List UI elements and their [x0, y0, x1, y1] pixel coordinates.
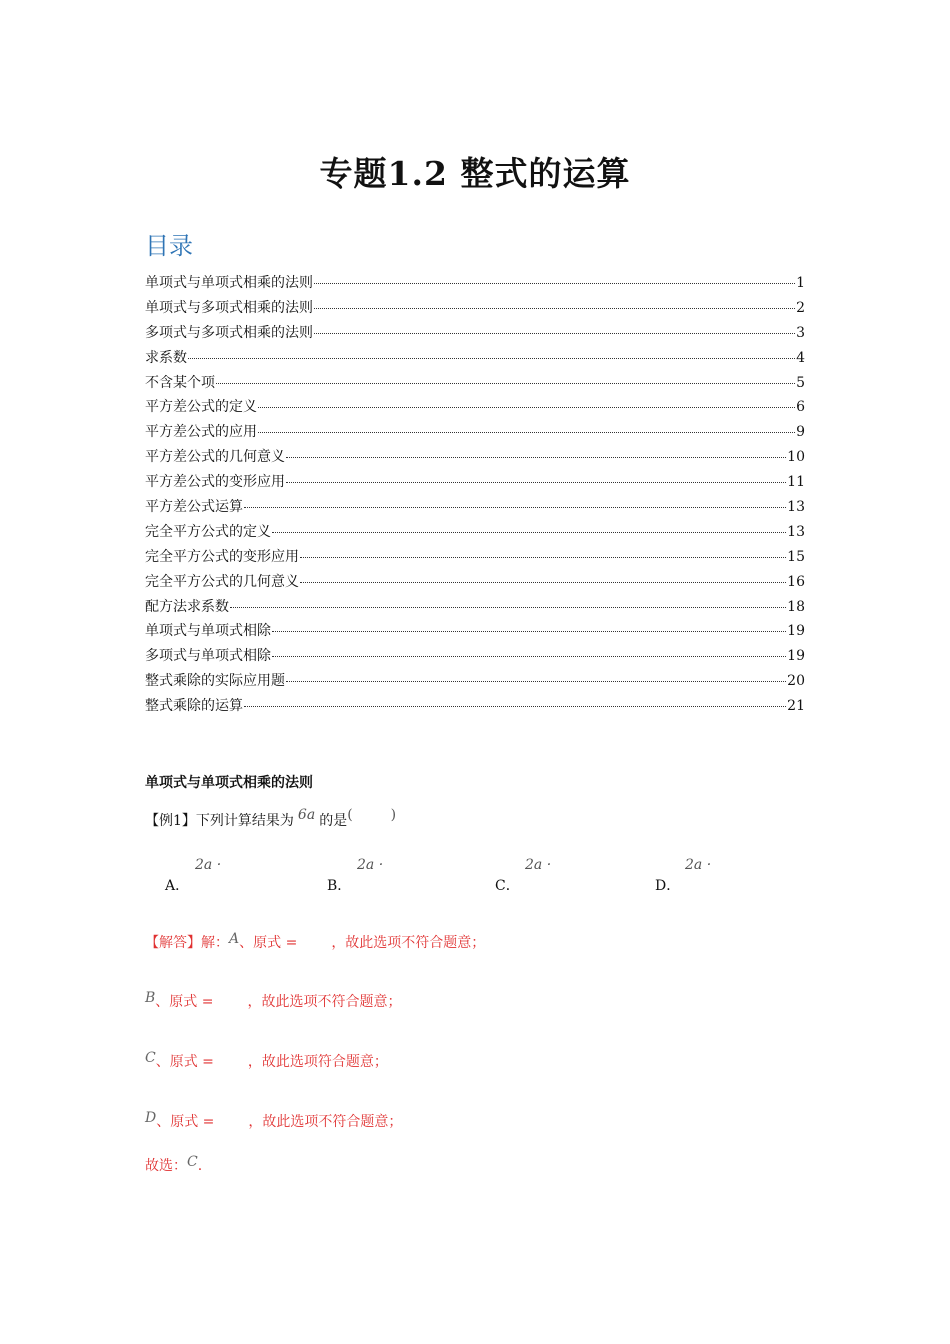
toc-entry-label: 完全平方公式的变形应用	[145, 548, 299, 565]
toc-entry[interactable]	[145, 472, 805, 497]
option-expr: 2a ·	[525, 857, 552, 873]
solution-line-b	[145, 991, 401, 1011]
toc-entry-label: 平方差公式运算	[145, 499, 243, 516]
solution-text: 、原式 =	[156, 1114, 215, 1130]
toc-leader	[230, 607, 786, 608]
toc-entry-label: 单项式与多项式相乘的法则	[145, 299, 313, 316]
toc-entry[interactable]	[145, 522, 805, 547]
toc-entry-page: 9	[796, 424, 805, 441]
toc-entry-page: 13	[787, 523, 805, 540]
example-suffix: 的是	[319, 813, 348, 829]
toc-entry-label: 平方差公式的定义	[145, 399, 257, 416]
toc-entry-page: 10	[787, 449, 805, 466]
toc-leader	[314, 308, 795, 309]
toc-entry[interactable]	[145, 497, 805, 522]
solution-text: 、原式 =	[155, 994, 214, 1010]
solution-verdict: ，故此选项符合题意；	[247, 1054, 388, 1070]
solution-verdict: ，故此选项不符合题意；	[331, 935, 486, 951]
toc-entry-page: 20	[787, 673, 805, 690]
toc-leader	[244, 507, 786, 508]
toc-entry-page: 6	[796, 399, 805, 416]
toc-heading: 目录	[145, 232, 193, 260]
toc-entry[interactable]	[145, 298, 805, 323]
toc-leader	[314, 333, 795, 334]
option-expr: 2a ·	[357, 857, 384, 873]
table-of-contents	[145, 273, 805, 721]
solution-var: B	[145, 990, 156, 1006]
toc-entry[interactable]	[145, 273, 805, 298]
toc-entry-page: 5	[796, 374, 805, 391]
solution-verdict: ，故此选项不符合题意；	[248, 1114, 403, 1130]
solution-conclusion	[145, 1155, 202, 1175]
toc-leader	[258, 407, 795, 408]
toc-entry-page: 21	[787, 698, 805, 715]
solution-verdict: ，故此选项不符合题意；	[247, 994, 402, 1010]
toc-entry-label: 单项式与单项式相乘的法则	[145, 275, 313, 291]
option-expr: 2a ·	[685, 857, 712, 873]
example-question	[145, 807, 397, 830]
toc-entry[interactable]	[145, 447, 805, 472]
toc-entry-page: 18	[787, 598, 805, 615]
toc-leader	[286, 681, 786, 682]
option-letter: A．	[165, 878, 190, 894]
answer-paren-close: )	[390, 807, 397, 823]
section-heading: 单项式与单项式相乘的法则	[145, 775, 313, 791]
option-expr: 2a ·	[195, 857, 222, 873]
toc-entry-label: 完全平方公式的几何意义	[145, 573, 299, 590]
conclusion-prefix: 故选：	[145, 1158, 187, 1174]
toc-entry-page: 13	[787, 499, 805, 516]
toc-entry[interactable]	[145, 696, 805, 721]
toc-leader	[188, 358, 795, 359]
toc-entry-page: 11	[787, 474, 805, 491]
solution-line-d	[145, 1111, 402, 1131]
option-letter: D．	[655, 878, 681, 894]
toc-leader	[272, 631, 786, 632]
toc-entry[interactable]	[145, 348, 805, 373]
page-title: 专题1.2 整式的运算	[319, 154, 631, 193]
toc-entry-label: 整式乘除的实际应用题	[145, 673, 285, 690]
toc-leader	[244, 706, 786, 707]
toc-entry[interactable]	[145, 671, 805, 696]
toc-entry-label: 求系数	[145, 349, 187, 366]
toc-entry[interactable]	[145, 422, 805, 447]
toc-entry[interactable]	[145, 572, 805, 597]
solution-line-c	[145, 1051, 388, 1071]
toc-entry-label: 多项式与多项式相乘的法则	[145, 324, 313, 341]
solution-text: 、原式 =	[155, 1054, 214, 1070]
toc-entry-page: 19	[787, 623, 805, 640]
solution-var: C	[145, 1050, 156, 1066]
toc-leader	[286, 482, 786, 483]
solution-text: 、原式 =	[239, 935, 298, 951]
toc-entry[interactable]	[145, 621, 805, 646]
solution-intro: 【解答】解：	[145, 935, 229, 951]
answer-paren-open: (	[347, 807, 353, 823]
toc-entry-page: 16	[787, 573, 805, 590]
toc-leader	[300, 582, 786, 583]
toc-entry[interactable]	[145, 373, 805, 398]
toc-entry-label: 多项式与单项式相除	[145, 648, 271, 665]
toc-leader	[272, 532, 786, 533]
example-prefix: 【例1】下列计算结果为	[145, 813, 294, 829]
conclusion-suffix: .	[197, 1158, 203, 1174]
toc-entry-page: 19	[787, 648, 805, 665]
toc-leader	[300, 557, 786, 558]
toc-entry-page: 3	[796, 324, 805, 341]
toc-leader	[272, 656, 786, 657]
toc-entry-page: 4	[796, 349, 805, 366]
toc-leader	[286, 457, 786, 458]
toc-entry[interactable]	[145, 646, 805, 671]
toc-leader	[216, 383, 795, 384]
toc-entry-label: 平方差公式的变形应用	[145, 474, 285, 491]
toc-entry[interactable]	[145, 547, 805, 572]
conclusion-var: C	[187, 1154, 198, 1170]
toc-entry-page: 15	[787, 548, 805, 565]
toc-entry-label: 完全平方公式的定义	[145, 523, 271, 540]
toc-entry[interactable]	[145, 323, 805, 348]
toc-entry-page: 2	[796, 299, 805, 316]
toc-leader	[314, 283, 795, 284]
option-letter: B．	[327, 878, 352, 894]
toc-entry[interactable]	[145, 597, 805, 622]
toc-entry-label: 平方差公式的几何意义	[145, 449, 285, 466]
solution-var: D	[145, 1110, 157, 1126]
option-letter: C．	[495, 878, 520, 894]
solution-var: A	[229, 931, 240, 947]
toc-leader	[258, 432, 795, 433]
toc-entry-label: 不含某个项	[145, 374, 215, 391]
toc-entry-label: 平方差公式的应用	[145, 424, 257, 441]
toc-entry-label: 单项式与单项式相除	[145, 623, 271, 640]
toc-entry-label: 整式乘除的运算	[145, 698, 243, 715]
solution-line-a	[145, 932, 485, 952]
example-expr: 6a	[297, 807, 316, 823]
toc-entry-label: 配方法求系数	[145, 598, 229, 615]
toc-entry-page: 1	[796, 275, 805, 291]
toc-entry[interactable]	[145, 397, 805, 422]
